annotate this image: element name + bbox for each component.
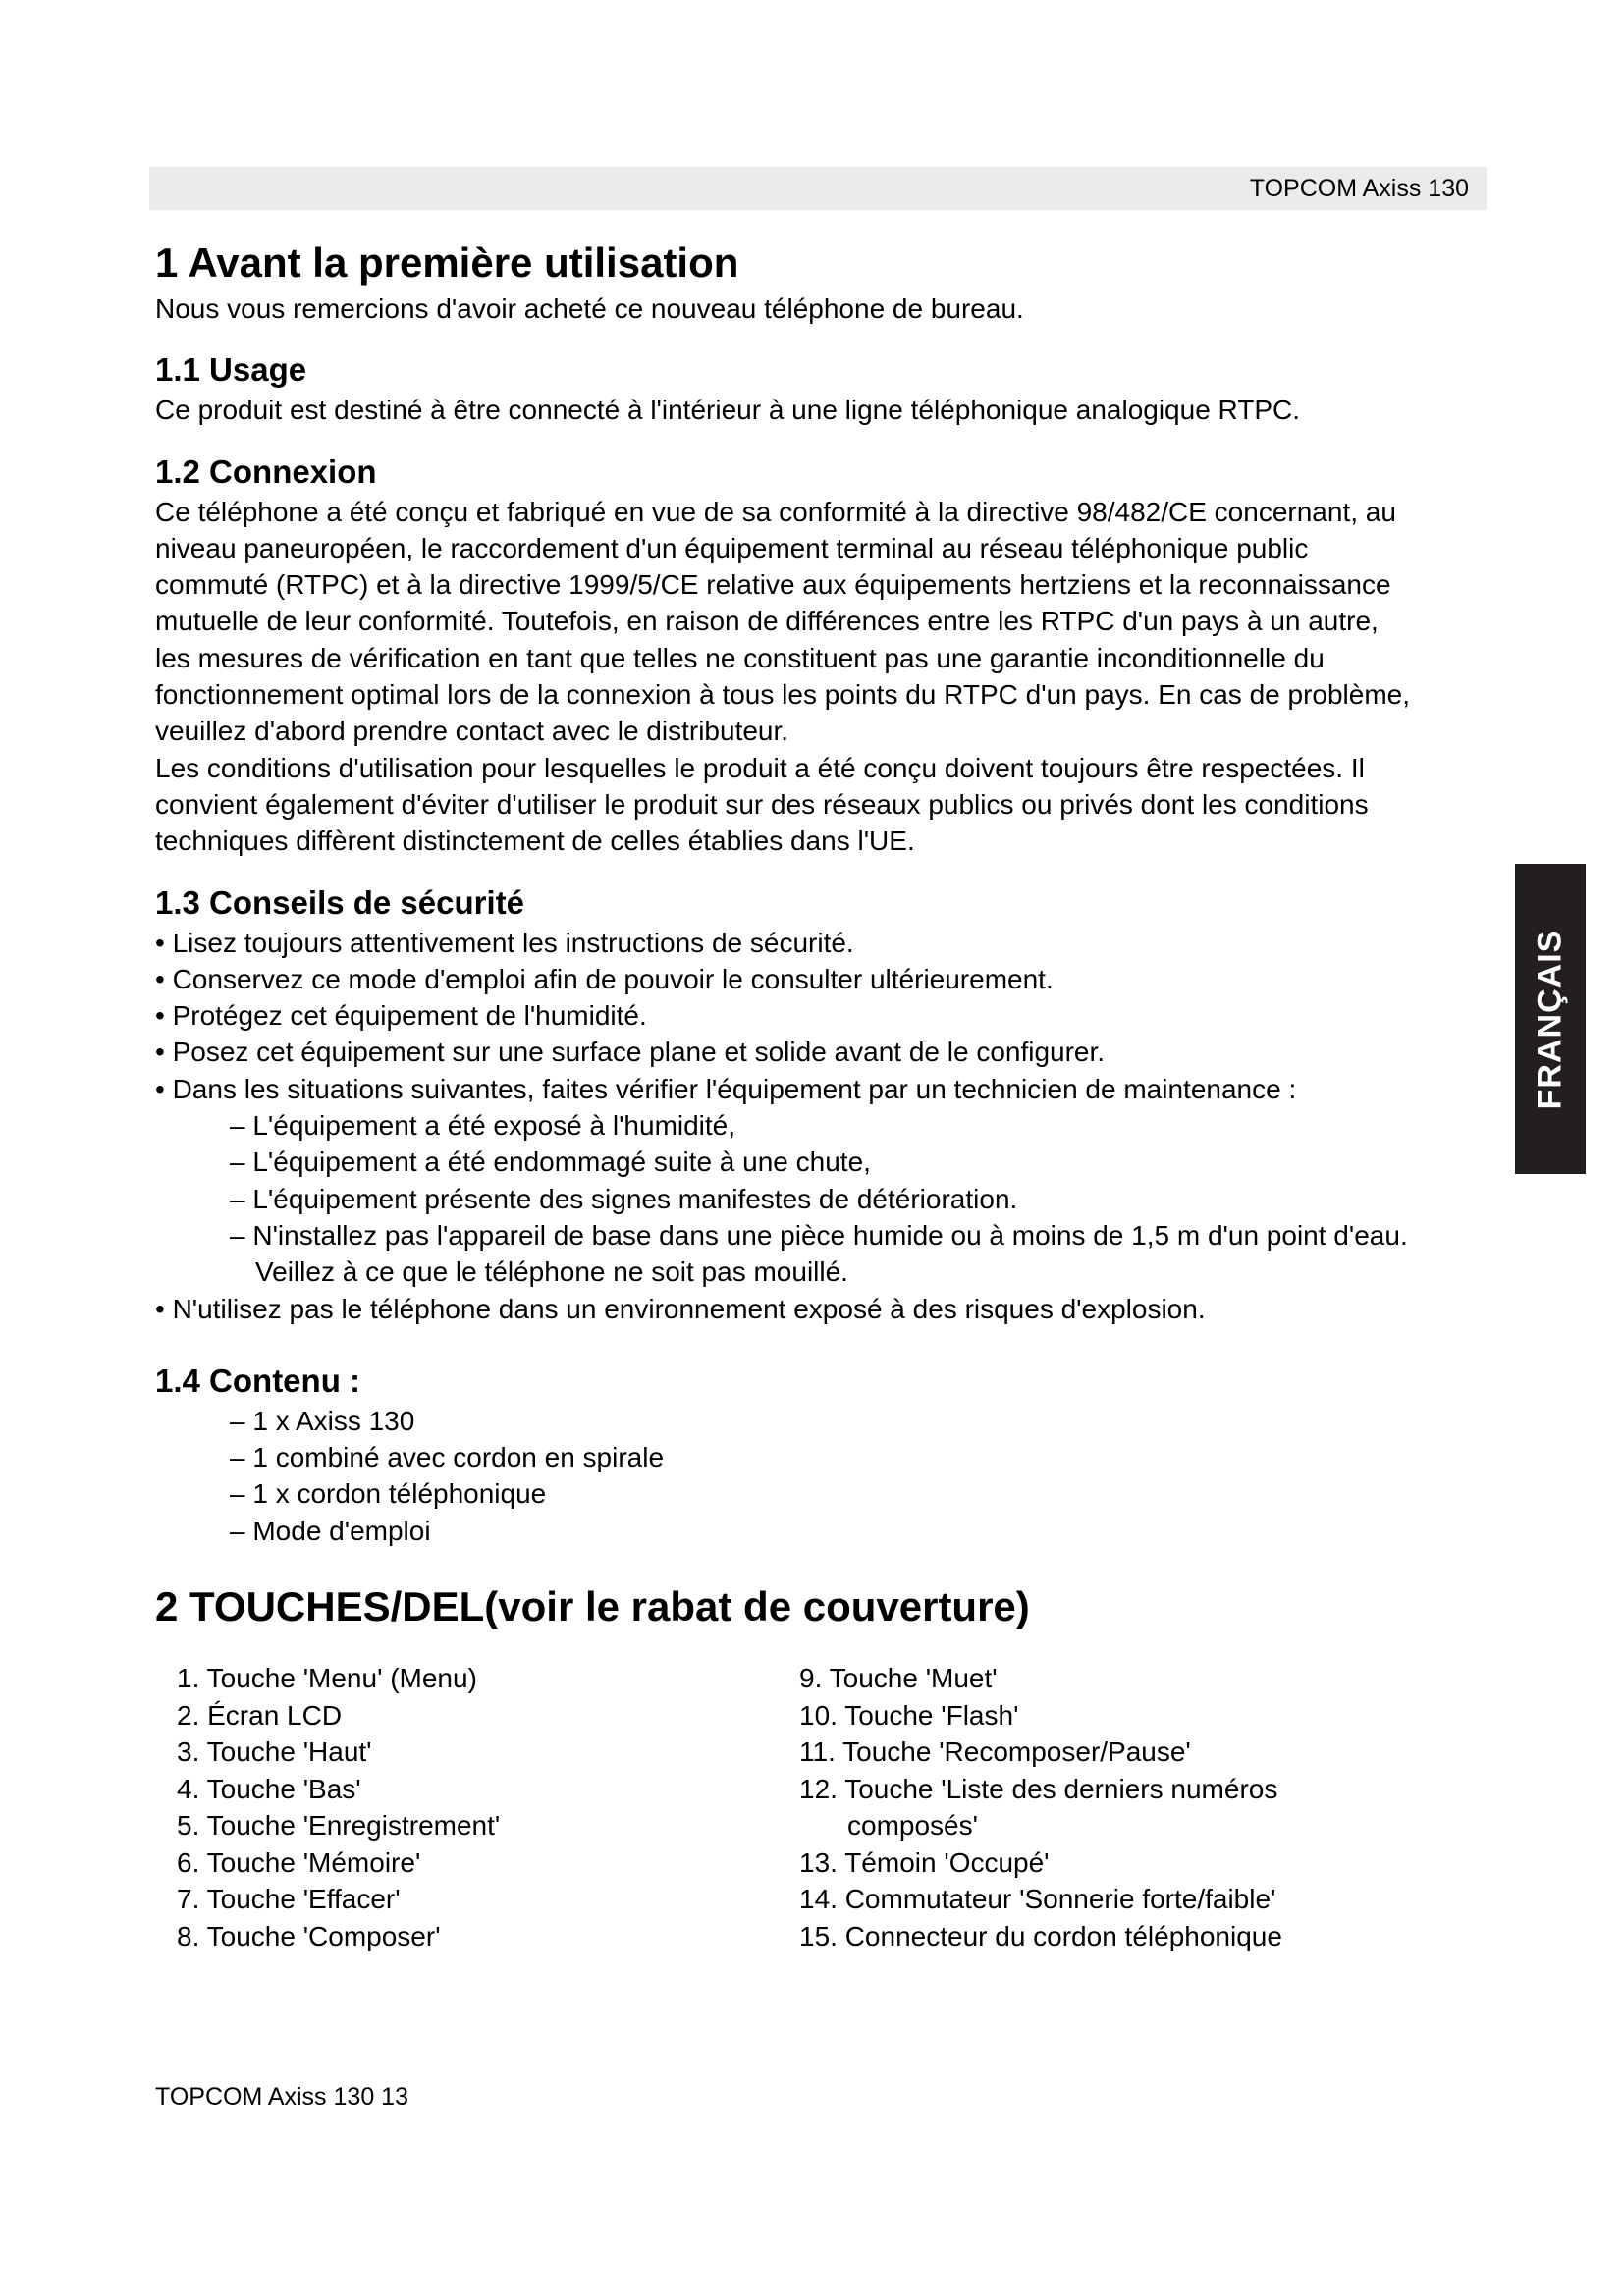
connexion-line: veuillez d'abord prendre contact avec le distributeur. xyxy=(155,716,789,747)
list-item: 13. Témoin 'Occupé' xyxy=(799,1846,1050,1878)
connexion-line: convient également d'éviter d'utiliser le produit sur des réseaux publics ou privés dont les conditions xyxy=(155,788,1369,820)
language-tab-label: FRANÇAIS xyxy=(1531,929,1569,1109)
list-item: 11. Touche 'Recomposer/Pause' xyxy=(799,1736,1191,1768)
usage-title: 1.1 Usage xyxy=(155,351,307,389)
list-item-continuation: composés' xyxy=(847,1810,978,1842)
connexion-title: 1.2 Connexion xyxy=(155,453,377,490)
list-item: 4. Touche 'Bas' xyxy=(177,1773,361,1804)
connexion-line: fonctionnement optimal lors de la connexion à tous les points du RTPC d'un pays. En cas de problème, xyxy=(155,679,1411,711)
page-footer: TOPCOM Axiss 130 13 xyxy=(155,2083,408,2110)
list-item: 9. Touche 'Muet' xyxy=(799,1663,998,1694)
list-item: – Mode d'emploi xyxy=(230,1515,431,1546)
sub-list-item: – L'équipement a été endommagé suite à une chute, xyxy=(230,1147,871,1178)
keys-list xyxy=(155,1660,1490,1954)
page-header xyxy=(149,167,1487,210)
page-content xyxy=(155,234,1490,1954)
list-item: 2. Écran LCD xyxy=(177,1699,343,1731)
language-tab xyxy=(1515,864,1586,1174)
contenu-title: 1.4 Contenu : xyxy=(155,1362,361,1399)
list-item: • Dans les situations suivantes, faites vérifier l'équipement par un technicien de maintenance : xyxy=(155,1073,1297,1104)
list-item: 3. Touche 'Haut' xyxy=(177,1736,372,1768)
section-1-title: 1 Avant la première utilisation xyxy=(155,240,739,286)
section-1-intro: Nous vous remercions d'avoir acheté ce nouveau téléphone de bureau. xyxy=(155,294,1024,324)
contenu-list xyxy=(155,1403,1490,1549)
list-item: – 1 x cordon téléphonique xyxy=(230,1478,547,1510)
list-item: 12. Touche 'Liste des derniers numéros xyxy=(799,1773,1278,1804)
list-item: • Protégez cet équipement de l'humidité. xyxy=(155,1000,647,1032)
header-title: TOPCOM Axiss 130 xyxy=(1249,174,1469,202)
list-item: • Posez cet équipement sur une surface plane et solide avant de le configurer. xyxy=(155,1037,1106,1068)
list-item: 10. Touche 'Flash' xyxy=(799,1699,1019,1731)
list-item: 1. Touche 'Menu' (Menu) xyxy=(177,1663,477,1694)
usage-text: Ce produit est destiné à être connecté à l'intérieur à une ligne téléphonique analogique RTPC. xyxy=(155,395,1301,426)
securite-list xyxy=(155,925,1490,1327)
keys-list-right-column xyxy=(799,1660,1490,1954)
list-item: 14. Commutateur 'Sonnerie forte/faible' xyxy=(799,1884,1276,1915)
list-item: 5. Touche 'Enregistrement' xyxy=(177,1810,501,1842)
sub-list-item: – L'équipement présente des signes manifestes de détérioration. xyxy=(230,1183,1018,1214)
list-item: 15. Connecteur du cordon téléphonique xyxy=(799,1920,1282,1951)
list-item: – 1 x Axiss 130 xyxy=(230,1405,415,1436)
connexion-line: Ce téléphone a été conçu et fabriqué en vue de sa conformité à la directive 98/482/CE concernant, au xyxy=(155,496,1396,527)
sub-list-item: – L'équipement a été exposé à l'humidité, xyxy=(230,1110,736,1142)
list-item: 7. Touche 'Effacer' xyxy=(177,1884,401,1915)
connexion-line: techniques diffèrent distinctement de celles établies dans l'UE. xyxy=(155,826,915,857)
keys-list-left-column xyxy=(155,1660,799,1954)
section-2-title: 2 TOUCHES/DEL(voir le rabat de couverture) xyxy=(155,1583,1030,1630)
list-item: • Conservez ce mode d'emploi afin de pouvoir le consulter ultérieurement. xyxy=(155,963,1054,994)
connexion-line: Les conditions d'utilisation pour lesquelles le produit a été conçu doivent toujours être respectées. Il xyxy=(155,752,1365,783)
connexion-line: commuté (RTPC) et à la directive 1999/5/CE relative aux équipements hertziens et la reconnaissance xyxy=(155,569,1391,601)
connexion-line: mutuelle de leur conformité. Toutefois, en raison de différences entre les RTPC d'un pays à un autre, xyxy=(155,606,1379,637)
list-item: • Lisez toujours attentivement les instructions de sécurité. xyxy=(155,927,854,958)
list-item: – 1 combiné avec cordon en spirale xyxy=(230,1442,665,1473)
list-item: • N'utilisez pas le téléphone dans un environnement exposé à des risques d'explosion. xyxy=(155,1293,1206,1324)
connexion-line: niveau paneuropéen, le raccordement d'un équipement terminal au réseau téléphonique public xyxy=(155,532,1309,563)
list-item: 8. Touche 'Composer' xyxy=(177,1920,441,1951)
sub-list-item: – N'installez pas l'appareil de base dans une pièce humide ou à moins de 1,5 m d'un point d'eau. xyxy=(230,1219,1408,1251)
securite-title: 1.3 Conseils de sécurité xyxy=(155,883,525,921)
list-item: 6. Touche 'Mémoire' xyxy=(177,1846,421,1878)
connexion-paragraph xyxy=(155,494,1490,860)
sub-list-item-continuation: Veillez à ce que le téléphone ne soit pas mouillé. xyxy=(255,1256,848,1288)
connexion-line: les mesures de vérification en tant que telles ne constituent pas une garantie inconditionnelle du xyxy=(155,642,1325,673)
